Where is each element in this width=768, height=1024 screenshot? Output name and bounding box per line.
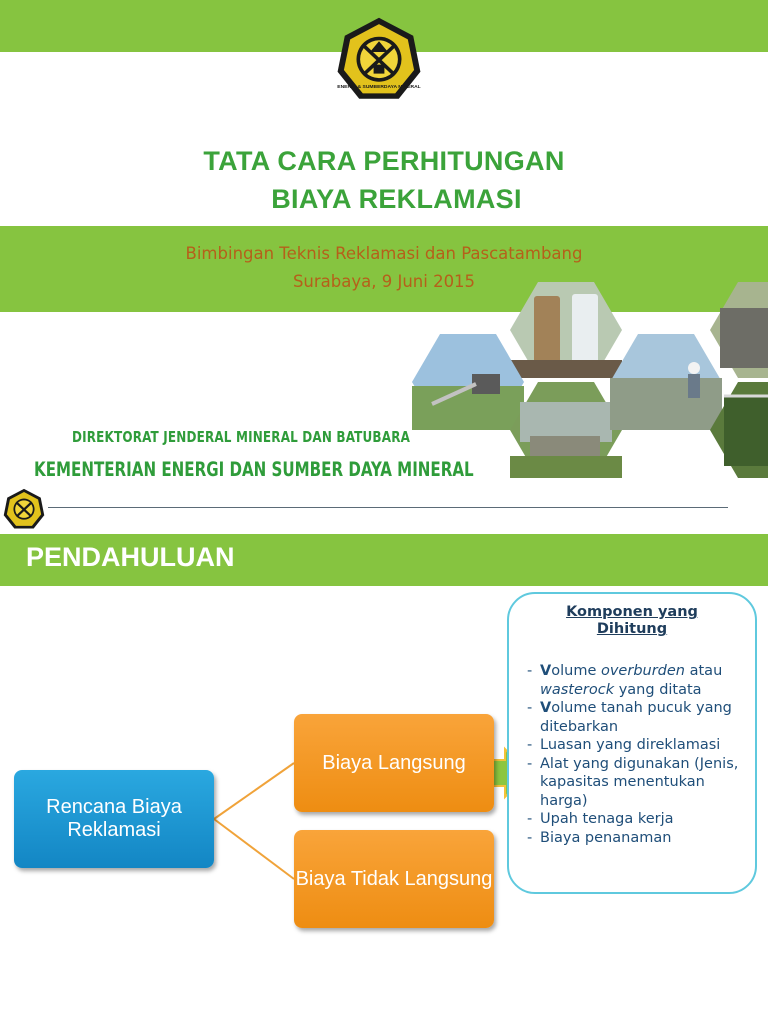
photo-nursery bbox=[710, 382, 768, 478]
subtitle-date: Surabaya, 9 Juni 2015 bbox=[292, 272, 476, 291]
subtitle-green-band bbox=[0, 226, 768, 312]
footer-rule bbox=[48, 507, 728, 508]
list-item: - Biaya penanaman bbox=[527, 829, 672, 846]
slide-title-line1: TATA CARA PERHITUNGAN bbox=[203, 146, 565, 176]
callout-title-line1: Komponen yang bbox=[566, 604, 698, 620]
slide-heading: PENDAHULUAN bbox=[26, 542, 235, 572]
photo-sediment-pond bbox=[510, 382, 622, 478]
org-ministry: KEMENTERIAN ENERGI DAN SUMBER DAYA MINERAL bbox=[34, 458, 474, 481]
esdm-logo bbox=[334, 16, 424, 106]
subtitle-event: Bimbingan Teknis Reklamasi dan Pascatambang bbox=[185, 244, 583, 263]
components-list bbox=[527, 662, 753, 847]
photo-worker-pond bbox=[610, 334, 722, 430]
list-item: - Upah tenaga kerja bbox=[527, 811, 674, 828]
list-item: - Volume overburden atau wasterock yang ditata bbox=[527, 663, 723, 698]
components-callout bbox=[507, 592, 757, 894]
direct-cost-box: Biaya Langsung bbox=[294, 714, 494, 812]
indirect-cost-box: Biaya Tidak Langsung bbox=[294, 830, 494, 928]
logo-ring-text: ENERGI & SUMBERDAYA MINERAL bbox=[337, 85, 421, 91]
photo-water-samples bbox=[510, 282, 622, 378]
org-directorate: DIREKTORAT JENDERAL MINERAL DAN BATUBARA bbox=[72, 428, 411, 446]
list-item: - Volume tanah pucuk yang ditebarkan bbox=[527, 700, 732, 735]
callout-title-line2: Dihitung bbox=[596, 621, 668, 638]
intro-slide bbox=[0, 530, 768, 1024]
callout-title bbox=[509, 604, 755, 639]
esdm-logo-small bbox=[2, 488, 46, 530]
photo-gabion-wall bbox=[710, 282, 768, 378]
list-item: - Luasan yang direklamasi bbox=[527, 737, 721, 754]
list-item: - Alat yang digunakan (Jenis, kapasitas menentukan harga) bbox=[527, 755, 739, 809]
root-cost-box: Rencana Biaya Reklamasi bbox=[14, 770, 214, 868]
slide-title-line2: BIAYA REKLAMASI bbox=[271, 184, 522, 214]
photo-mining-site bbox=[412, 334, 524, 430]
